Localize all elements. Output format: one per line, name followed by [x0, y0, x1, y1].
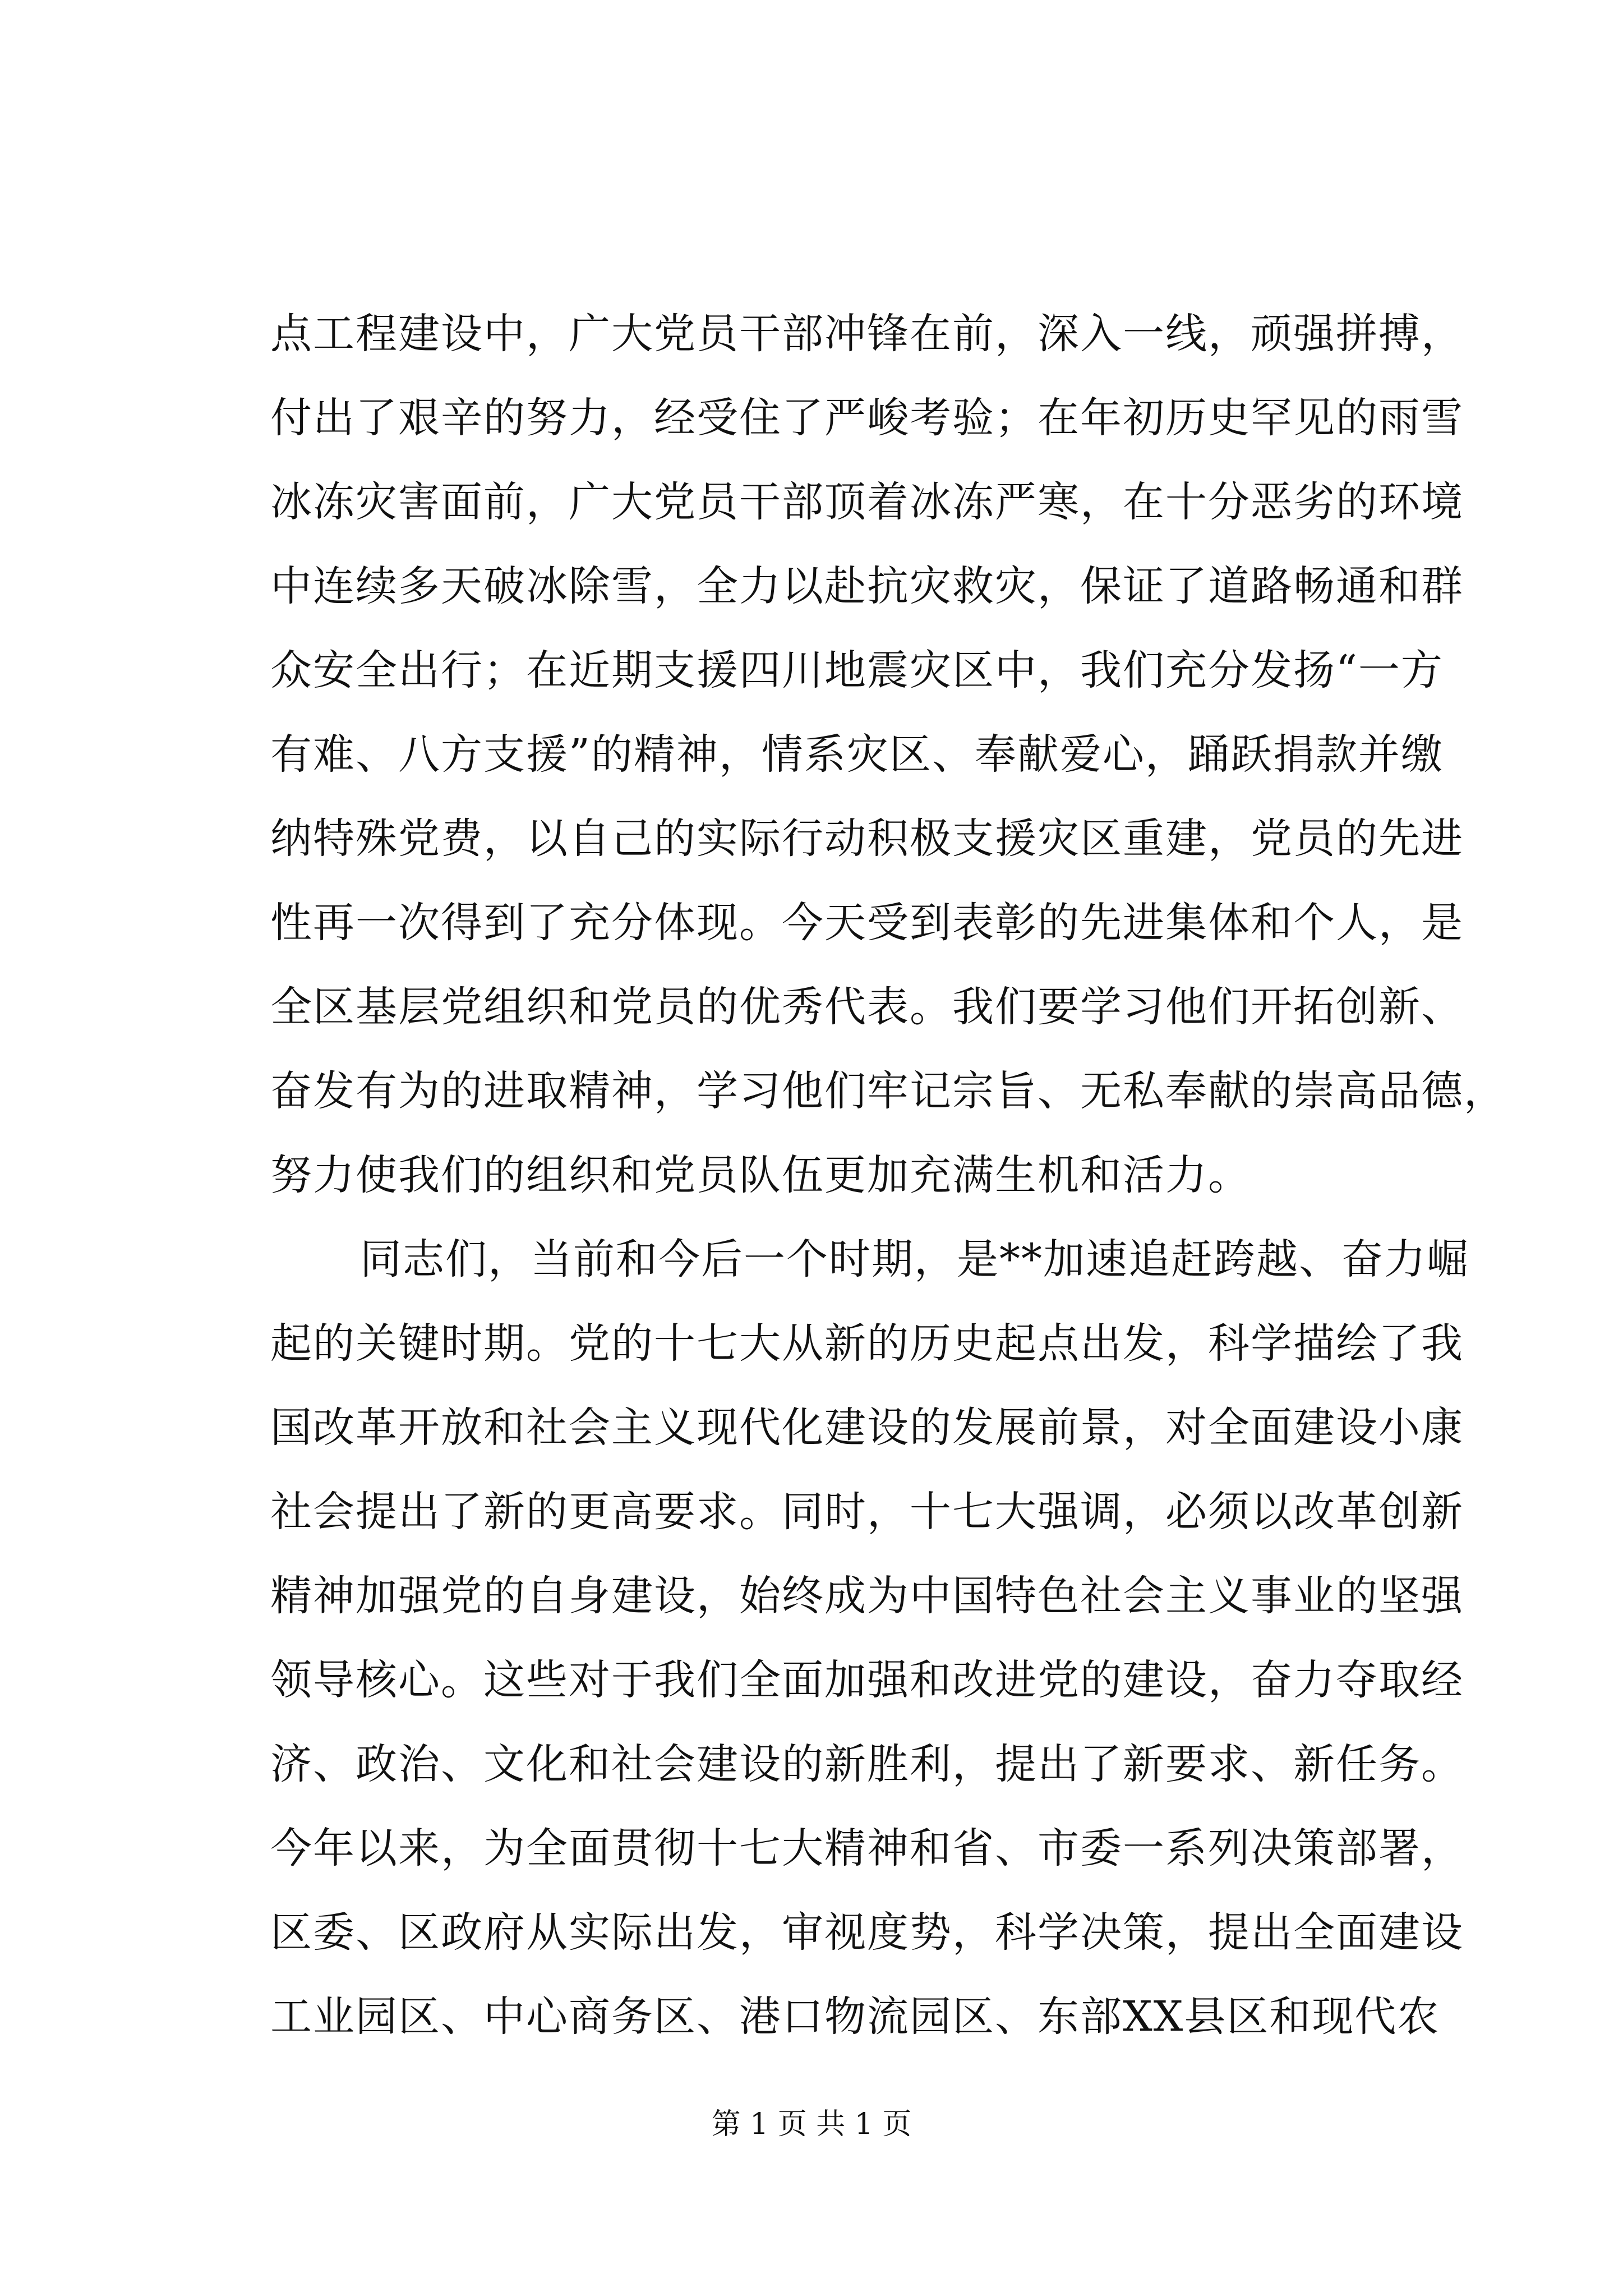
text-line: 中连续多天破冰除雪，全力以赴抗灾救灾，保证了道路畅通和群 [270, 562, 1464, 610]
text-line: 工业园区、中心商务区、港口物流园区、东部XX县区和现代农 [270, 1993, 1440, 2041]
text-line: 付出了艰辛的努力，经受住了严峻考验；在年初历史罕见的雨雪 [270, 394, 1464, 442]
text-line: 今年以来，为全面贯彻十七大精神和省、市委一系列决策部署， [270, 1824, 1464, 1872]
text-line: 冰冻灾害面前，广大党员干部顶着冰冻严寒，在十分恶劣的环境 [270, 478, 1464, 526]
text-line: 性再一次得到了充分体现。今天受到表彰的先进集体和个人，是 [270, 899, 1464, 947]
text-line: 国改革开放和社会主义现代化建设的发展前景，对全面建设小康 [270, 1404, 1464, 1452]
text-line: 众安全出行；在近期支援四川地震灾区中，我们充分发扬“一方 [270, 646, 1444, 694]
text-line: 领导核心。这些对于我们全面加强和改进党的建设，奋力夺取经 [270, 1656, 1464, 1704]
paragraph-first-line: 同志们，当前和今后一个时期，是**加速追赶跨越、奋力崛 [360, 1235, 1469, 1283]
text-line: 济、政治、文化和社会建设的新胜利，提出了新要求、新任务。 [270, 1740, 1464, 1788]
text-line: 全区基层党组织和党员的优秀代表。我们要学习他们开拓创新、 [270, 983, 1464, 1031]
text-line: 有难、八方支援”的精神，情系灾区、奉献爱心，踊跃捐款并缴 [270, 730, 1444, 779]
text-line: 努力使我们的组织和党员队伍更加充满生机和活力。 [270, 1151, 1251, 1199]
text-line: 精神加强党的自身建设，始终成为中国特色社会主义事业的坚强 [270, 1572, 1464, 1620]
page-number-footer: 第 1 页 共 1 页 [711, 2108, 912, 2141]
text-line: 区委、区政府从实际出发，审视度势，科学决策，提出全面建设 [270, 1908, 1464, 1957]
text-line: 起的关键时期。党的十七大从新的历史起点出发，科学描绘了我 [270, 1319, 1464, 1368]
text-line: 点工程建设中，广大党员干部冲锋在前，深入一线，顽强拼搏， [270, 310, 1464, 358]
text-line: 社会提出了新的更高要求。同时，十七大强调，必须以改革创新 [270, 1488, 1464, 1536]
document-body [270, 292, 1506, 2059]
text-line: 奋发有为的进取精神，学习他们牢记宗旨、无私奉献的崇高品德， [270, 1067, 1506, 1115]
text-line: 纳特殊党费，以自己的实际行动积极支援灾区重建，党员的先进 [270, 815, 1464, 863]
